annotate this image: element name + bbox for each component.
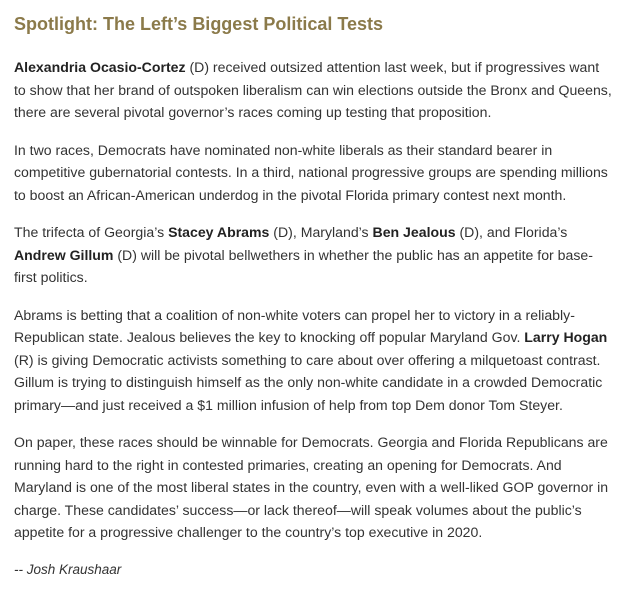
paragraph-2: In two races, Democrats have nominated non-white liberals as their standard bearer in competitive gubernatorial contests. In a third, national progressive groups are spending millions to boost an African-American underdog in the pivotal Florida primary contest next month.: [14, 141, 608, 203]
paragraph-3-text-3: (D), and Florida’s: [455, 224, 568, 240]
article-title: Spotlight: The Left’s Biggest Political Tests: [14, 14, 384, 34]
name-ocasio-cortez: Alexandria Ocasio-Cortez: [14, 59, 186, 75]
author-signature: -- Josh Kraushaar: [14, 561, 122, 577]
paragraph-1: [14, 56, 614, 124]
paragraph-1-text: (D) received outsized attention last week, but if progressives want to show that her brand of outspoken liberalism can win elections outside the Bronx and Queens, there are several pivotal governor’s races coming up testing that proposition.: [14, 59, 612, 120]
paragraph-4: [14, 304, 614, 417]
paragraph-5: On paper, these races should be winnable for Democrats. Georgia and Florida Republicans are running hard to the right in contested primaries, creating an opening for Democrats. And Maryland is one of the most liberal states in the country, even with a well-liked GOP governor in charge. These candidates’ success—or lack thereof—will speak volumes about the public’s appetite for a progressive challenger to the country’s top executive in 2020.: [14, 434, 609, 540]
name-larry-hogan: Larry Hogan: [524, 329, 608, 345]
paragraph-3-text-2: (D), Maryland’s: [269, 224, 373, 240]
name-andrew-gillum: Andrew Gillum: [14, 246, 114, 263]
paragraph-4-text-1: Abrams is betting that a coalition of non-white voters can propel her to victory in a reliably-Republican state. Jealous believes the key to knocking off popular Maryland Gov.: [14, 306, 575, 345]
paragraph-3-text-4: (D) will be pivotal bellwethers in whether the public has an appetite for base-first politics.: [14, 246, 593, 285]
paragraph-4-text-2: (R) is giving Democratic activists something to care about over offering a milquetoast contrast. Gillum is trying to distinguish himself as the only non-white candidate in a crowded Democratic primary—and just received a $1 million infusion of help from top Dem donor Tom Steyer.: [14, 351, 603, 413]
name-stacey-abrams: Stacey Abrams: [168, 224, 270, 240]
name-ben-jealous: Ben Jealous: [372, 224, 456, 240]
paragraph-3-text-1: The trifecta of Georgia’s: [14, 224, 169, 240]
paragraph-3: [14, 221, 614, 289]
